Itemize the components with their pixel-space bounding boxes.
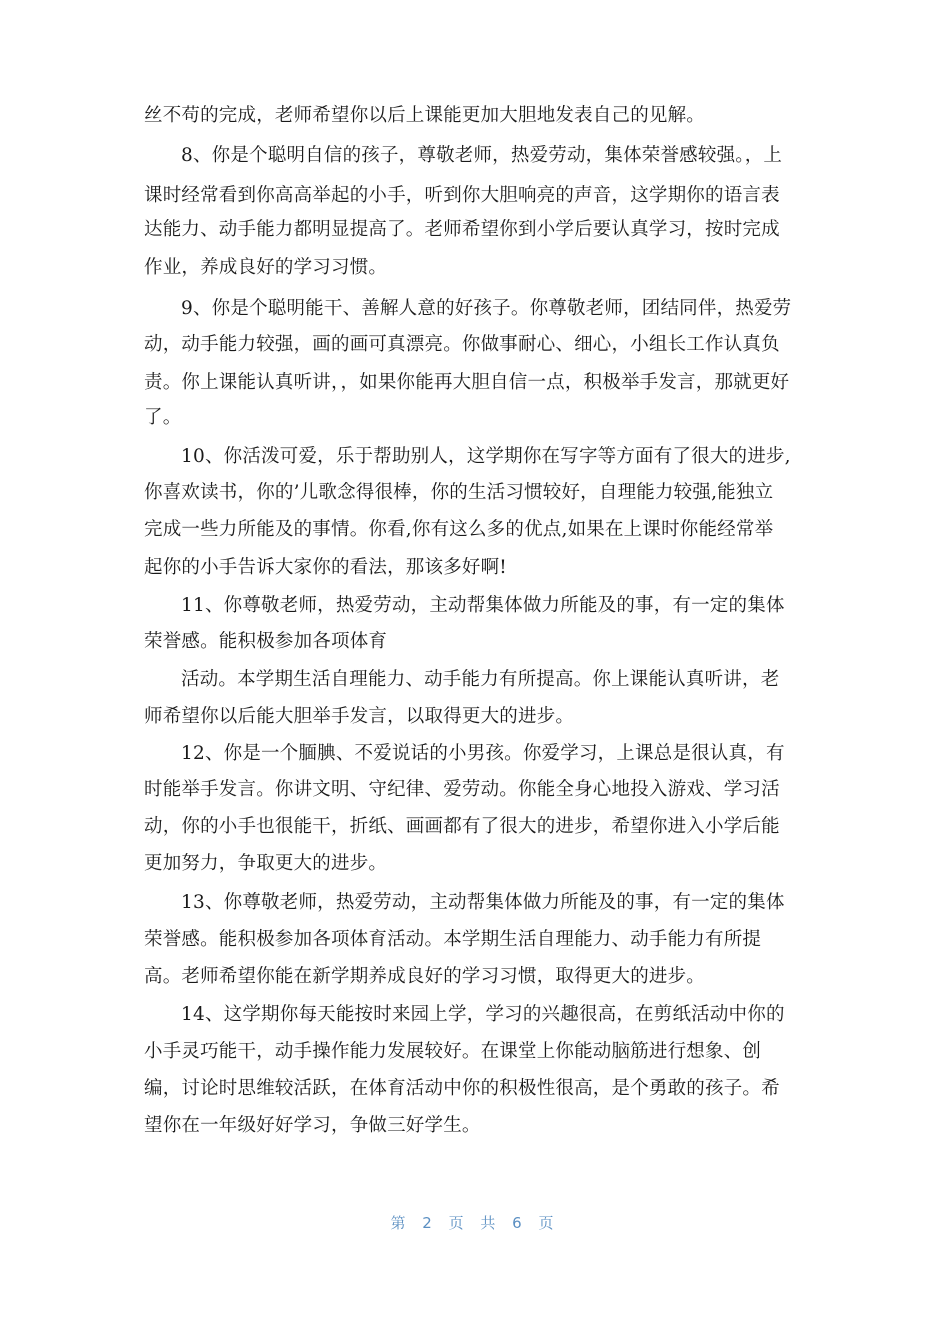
- text-line: 起你的小手告诉大家你的看法，那该多好啊!: [144, 557, 507, 578]
- text-line: 14、这学期你每天能按时来园上学，学习的兴趣很高，在剪纸活动中你的: [181, 1004, 785, 1025]
- text-line: 编，讨论时思维较活跃，在体育活动中你的积极性很高，是个勇敢的孩子。希: [144, 1078, 780, 1099]
- text-line: 10、你活泼可爱，乐于帮助别人，这学期你在写字等方面有了很大的进步,: [181, 446, 791, 467]
- text-line: 高。老师希望你能在新学期养成良好的学习习惯，取得更大的进步。: [144, 966, 706, 987]
- text-line: 11、你尊敬老师，热爱劳动，主动帮集体做力所能及的事，有一定的集体: [181, 595, 785, 616]
- text-line: 荣誉感。能积极参加各项体育活动。本学期生活自理能力、动手能力有所提: [144, 929, 762, 950]
- text-line: 小手灵巧能干，动手操作能力发展较好。在课堂上你能动脑筋进行想象、创: [144, 1041, 762, 1062]
- text-line: 9、你是个聪明能干、善解人意的好孩子。你尊敬老师，团结同伴，热爱劳: [181, 298, 792, 319]
- page-number-footer: 第 2 页 共 6 页: [390, 1214, 560, 1232]
- text-line: 了。: [144, 407, 182, 428]
- text-line: 你喜欢读书，你的’儿歌念得很棒，你的生活习惯较好，自理能力较强,能独立: [144, 482, 774, 503]
- text-line: 13、你尊敬老师，热爱劳动，主动帮集体做力所能及的事，有一定的集体: [181, 892, 785, 913]
- text-line: 8、你是个聪明自信的孩子，尊敬老师，热爱劳动，集体荣誉感较强。，上: [181, 145, 783, 166]
- text-line: 完成一些力所能及的事情。你看,你有这么多的优点,如果在上课时你能经常举: [144, 519, 774, 540]
- text-line: 达能力、动手能力都明显提高了。老师希望你到小学后要认真学习，按时完成: [144, 219, 780, 240]
- text-line: 作业，养成良好的学习习惯。: [144, 257, 388, 278]
- text-line: 更加努力，争取更大的进步。: [144, 853, 388, 874]
- text-line: 活动。本学期生活自理能力、动手能力有所提高。你上课能认真听讲，老: [181, 669, 780, 690]
- text-line: 荣誉感。能积极参加各项体育: [144, 631, 388, 652]
- text-line: 课时经常看到你高高举起的小手，听到你大胆响亮的声音，这学期你的语言表: [144, 185, 780, 206]
- text-line: 动，动手能力较强，画的画可真漂亮。你做事耐心、细心，小组长工作认真负: [144, 334, 780, 355]
- text-line: 时能举手发言。你讲文明、守纪律、爱劳动。你能全身心地投入游戏、学习活: [144, 779, 780, 800]
- text-line: 责。你上课能认真听讲，，如果你能再大胆自信一点，积极举手发言，那就更好: [144, 372, 790, 393]
- text-line: 12、你是一个腼腆、不爱说话的小男孩。你爱学习，上课总是很认真，有: [181, 743, 785, 764]
- text-line: 丝不苟的完成，老师希望你以后上课能更加大胆地发表自己的见解。: [144, 105, 706, 126]
- text-line: 望你在一年级好好学习，争做三好学生。: [144, 1115, 481, 1136]
- text-line: 师希望你以后能大胆举手发言，以取得更大的进步。: [144, 706, 575, 727]
- text-line: 动，你的小手也很能干，折纸、画画都有了很大的进步，希望你进入小学后能: [144, 816, 780, 837]
